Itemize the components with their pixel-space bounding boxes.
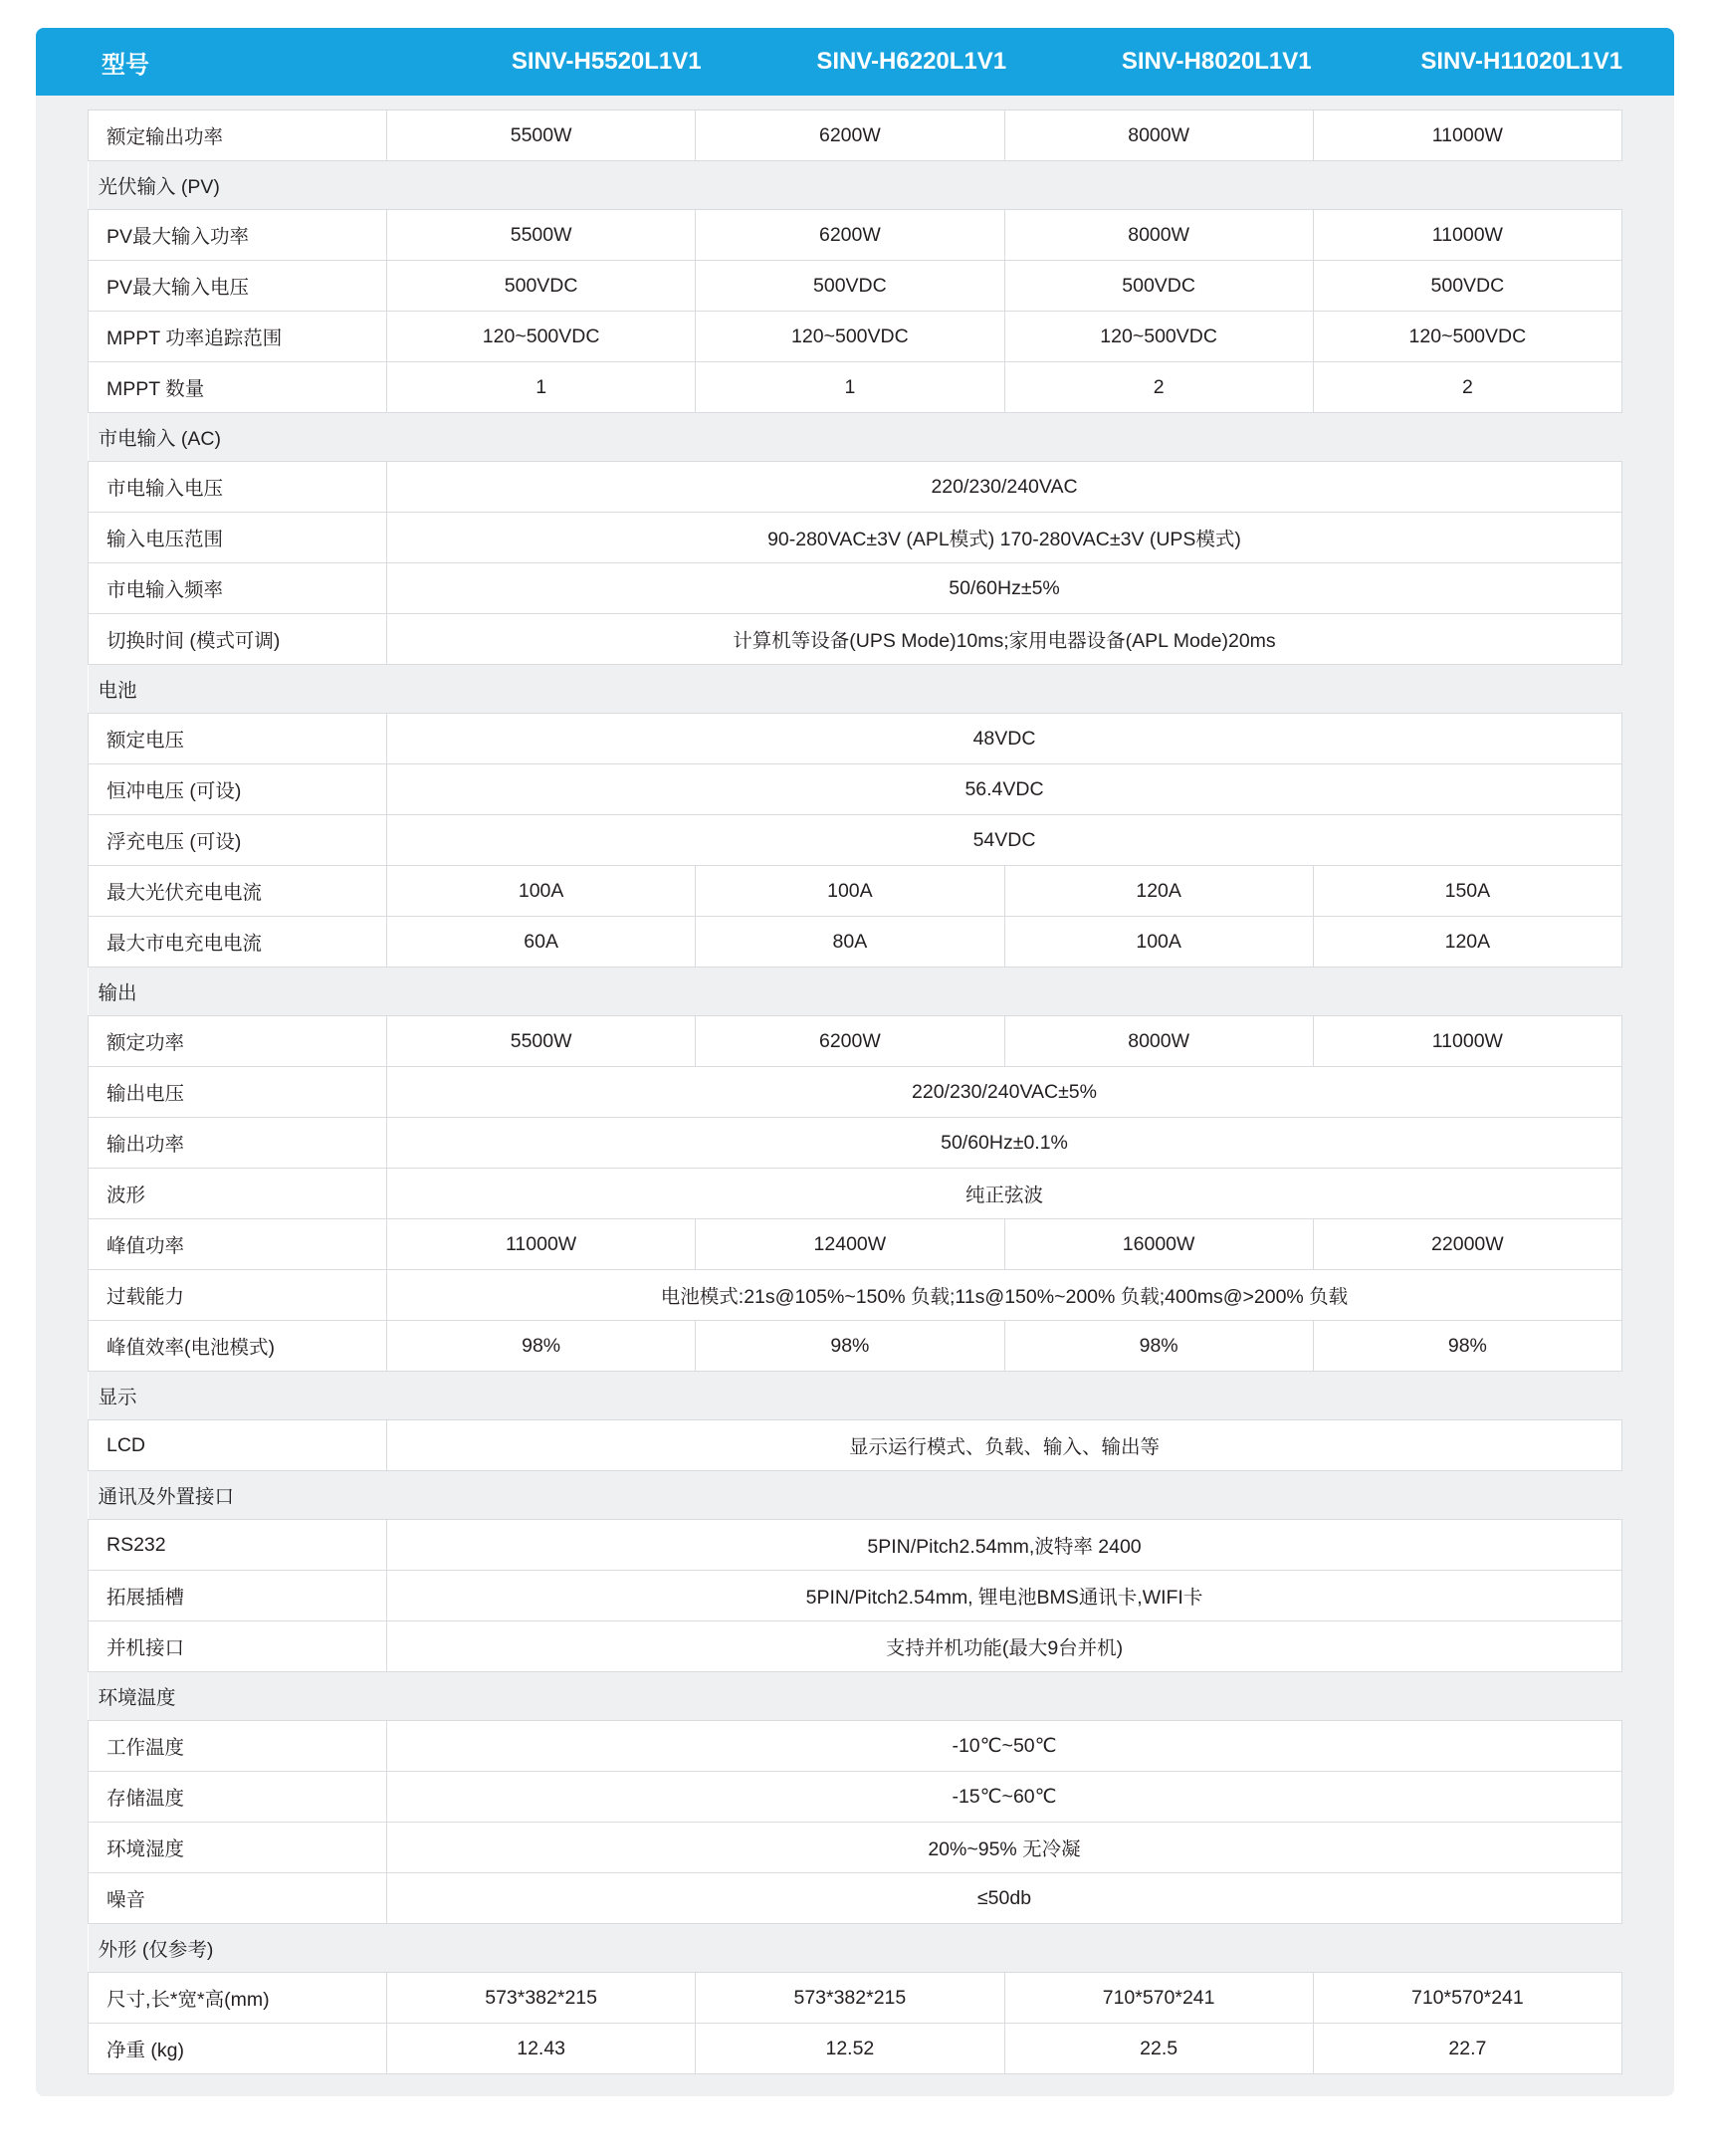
row-value-0: 573*382*215 — [387, 1973, 696, 2024]
row-value-0: 1 — [387, 362, 696, 413]
row-label: 市电输入电压 — [89, 462, 387, 513]
section-title: 外形 (仅参考) — [89, 1924, 1622, 1973]
section-row — [89, 161, 1622, 210]
row-value-merged: 计算机等设备(UPS Mode)10ms;家用电器设备(APL Mode)20ms — [387, 614, 1622, 665]
row-label: 输入电压范围 — [89, 513, 387, 563]
table-row — [89, 362, 1622, 413]
row-value-2: 120A — [1004, 866, 1313, 917]
row-value-merged: 56.4VDC — [387, 764, 1622, 815]
table-row — [89, 1321, 1622, 1372]
table-row — [89, 312, 1622, 362]
table-row — [89, 462, 1622, 513]
section-title: 电池 — [89, 665, 1622, 714]
row-value-merged: 50/60Hz±5% — [387, 563, 1622, 614]
table-row — [89, 1571, 1622, 1621]
section-row — [89, 1471, 1622, 1520]
header-model-0: SINV-H5520L1V1 — [511, 48, 702, 75]
row-label: 波形 — [89, 1169, 387, 1219]
section-title: 通讯及外置接口 — [89, 1471, 1622, 1520]
row-value-2: 22.5 — [1004, 2024, 1313, 2074]
row-value-1: 100A — [696, 866, 1004, 917]
row-value-2: 2 — [1004, 362, 1313, 413]
row-label: 拓展插槽 — [89, 1571, 387, 1621]
section-title: 光伏输入 (PV) — [89, 161, 1622, 210]
section-row — [89, 968, 1622, 1016]
row-value-3: 98% — [1313, 1321, 1621, 1372]
row-value-0: 100A — [387, 866, 696, 917]
row-label: 额定功率 — [89, 1016, 387, 1067]
row-label: 尺寸,长*宽*高(mm) — [89, 1973, 387, 2024]
row-label: 峰值效率(电池模式) — [89, 1321, 387, 1372]
row-value-3: 11000W — [1313, 110, 1621, 161]
row-value-3: 2 — [1313, 362, 1621, 413]
row-value-0: 5500W — [387, 110, 696, 161]
row-value-merged: 50/60Hz±0.1% — [387, 1118, 1622, 1169]
row-value-3: 22000W — [1313, 1219, 1621, 1270]
table-row — [89, 714, 1622, 764]
row-label: 噪音 — [89, 1873, 387, 1924]
table-frame — [36, 96, 1674, 2096]
row-value-1: 573*382*215 — [696, 1973, 1004, 2024]
row-value-merged: 90-280VAC±3V (APL模式) 170-280VAC±3V (UPS模式) — [387, 513, 1622, 563]
row-label: RS232 — [89, 1520, 387, 1571]
row-value-merged: 20%~95% 无冷凝 — [387, 1823, 1622, 1873]
section-row — [89, 1924, 1622, 1973]
row-label: MPPT 功率追踪范围 — [89, 312, 387, 362]
header-model-1: SINV-H6220L1V1 — [816, 48, 1007, 75]
table-row — [89, 1973, 1622, 2024]
row-value-0: 98% — [387, 1321, 696, 1372]
row-label: 输出电压 — [89, 1067, 387, 1118]
row-label: 市电输入频率 — [89, 563, 387, 614]
table-row — [89, 513, 1622, 563]
row-label: PV最大输入电压 — [89, 261, 387, 312]
row-value-1: 1 — [696, 362, 1004, 413]
row-value-merged: 220/230/240VAC±5% — [387, 1067, 1622, 1118]
row-value-merged: 48VDC — [387, 714, 1622, 764]
row-value-2: 120~500VDC — [1004, 312, 1313, 362]
row-value-1: 6200W — [696, 110, 1004, 161]
row-value-1: 120~500VDC — [696, 312, 1004, 362]
row-value-0: 12.43 — [387, 2024, 696, 2074]
row-label: 工作温度 — [89, 1721, 387, 1772]
table-header-bar — [36, 28, 1674, 96]
row-label: 环境湿度 — [89, 1823, 387, 1873]
header-model-3: SINV-H11020L1V1 — [1420, 48, 1623, 75]
section-row — [89, 1372, 1622, 1420]
row-value-2: 500VDC — [1004, 261, 1313, 312]
row-value-3: 500VDC — [1313, 261, 1621, 312]
row-value-1: 98% — [696, 1321, 1004, 1372]
row-value-0: 5500W — [387, 210, 696, 261]
table-row — [89, 210, 1622, 261]
row-value-merged: 54VDC — [387, 815, 1622, 866]
row-label: LCD — [89, 1420, 387, 1471]
row-value-merged: -15℃~60℃ — [387, 1772, 1622, 1823]
table-row — [89, 1772, 1622, 1823]
row-value-3: 710*570*241 — [1313, 1973, 1621, 2024]
row-label: 净重 (kg) — [89, 2024, 387, 2074]
header-label-model: 型号 — [102, 51, 149, 79]
row-value-3: 120~500VDC — [1313, 312, 1621, 362]
row-label: 浮充电压 (可设) — [89, 815, 387, 866]
row-value-2: 8000W — [1004, 110, 1313, 161]
table-row — [89, 815, 1622, 866]
table-row — [89, 1067, 1622, 1118]
row-value-2: 98% — [1004, 1321, 1313, 1372]
row-value-merged: 电池模式:21s@105%~150% 负载;11s@150%~200% 负载;400ms@>200% 负载 — [387, 1270, 1622, 1321]
row-label: MPPT 数量 — [89, 362, 387, 413]
table-row — [89, 764, 1622, 815]
row-value-0: 120~500VDC — [387, 312, 696, 362]
row-value-2: 100A — [1004, 917, 1313, 968]
row-value-2: 8000W — [1004, 1016, 1313, 1067]
table-inner-wrap — [36, 109, 1674, 2096]
section-row — [89, 665, 1622, 714]
section-row — [89, 413, 1622, 462]
row-value-1: 6200W — [696, 210, 1004, 261]
row-value-3: 150A — [1313, 866, 1621, 917]
table-row — [89, 1270, 1622, 1321]
row-value-1: 6200W — [696, 1016, 1004, 1067]
row-label: PV最大输入功率 — [89, 210, 387, 261]
table-row — [89, 1219, 1622, 1270]
row-value-3: 11000W — [1313, 210, 1621, 261]
row-label: 额定输出功率 — [89, 110, 387, 161]
row-value-2: 16000W — [1004, 1219, 1313, 1270]
row-value-3: 120A — [1313, 917, 1621, 968]
table-row — [89, 1621, 1622, 1672]
specifications-table — [88, 109, 1622, 2074]
row-value-merged: ≤50db — [387, 1873, 1622, 1924]
row-label: 并机接口 — [89, 1621, 387, 1672]
row-value-2: 8000W — [1004, 210, 1313, 261]
table-row — [89, 614, 1622, 665]
row-value-1: 12.52 — [696, 2024, 1004, 2074]
row-value-merged: 显示运行模式、负载、输入、输出等 — [387, 1420, 1622, 1471]
table-row — [89, 1016, 1622, 1067]
row-label: 存储温度 — [89, 1772, 387, 1823]
row-value-0: 500VDC — [387, 261, 696, 312]
table-row — [89, 1118, 1622, 1169]
row-value-merged: 5PIN/Pitch2.54mm, 锂电池BMS通讯卡,WIFI卡 — [387, 1571, 1622, 1621]
row-value-merged: 纯正弦波 — [387, 1169, 1622, 1219]
table-row — [89, 1823, 1622, 1873]
row-value-merged: 220/230/240VAC — [387, 462, 1622, 513]
row-value-1: 80A — [696, 917, 1004, 968]
row-value-1: 500VDC — [696, 261, 1004, 312]
section-title: 输出 — [89, 968, 1622, 1016]
table-row — [89, 1873, 1622, 1924]
row-value-1: 12400W — [696, 1219, 1004, 1270]
section-title: 显示 — [89, 1372, 1622, 1420]
row-value-3: 11000W — [1313, 1016, 1621, 1067]
table-row — [89, 563, 1622, 614]
table-row — [89, 1721, 1622, 1772]
row-value-3: 22.7 — [1313, 2024, 1621, 2074]
row-value-2: 710*570*241 — [1004, 1973, 1313, 2024]
row-label: 切换时间 (模式可调) — [89, 614, 387, 665]
row-label: 最大光伏充电电流 — [89, 866, 387, 917]
table-row — [89, 110, 1622, 161]
header-model-2: SINV-H8020L1V1 — [1121, 48, 1312, 75]
row-label: 过载能力 — [89, 1270, 387, 1321]
table-row — [89, 1520, 1622, 1571]
table-row — [89, 1169, 1622, 1219]
table-row — [89, 1420, 1622, 1471]
row-value-0: 60A — [387, 917, 696, 968]
section-title: 市电输入 (AC) — [89, 413, 1622, 462]
row-label: 最大市电充电电流 — [89, 917, 387, 968]
row-value-merged: 5PIN/Pitch2.54mm,波特率 2400 — [387, 1520, 1622, 1571]
row-value-merged: 支持并机功能(最大9台并机) — [387, 1621, 1622, 1672]
row-label: 额定电压 — [89, 714, 387, 764]
section-title: 环境温度 — [89, 1672, 1622, 1721]
section-row — [89, 1672, 1622, 1721]
row-label: 恒冲电压 (可设) — [89, 764, 387, 815]
table-row — [89, 866, 1622, 917]
table-row — [89, 917, 1622, 968]
row-value-merged: -10℃~50℃ — [387, 1721, 1622, 1772]
row-label: 峰值功率 — [89, 1219, 387, 1270]
row-value-0: 11000W — [387, 1219, 696, 1270]
row-label: 输出功率 — [89, 1118, 387, 1169]
table-row — [89, 261, 1622, 312]
row-value-0: 5500W — [387, 1016, 696, 1067]
table-row — [89, 2024, 1622, 2074]
